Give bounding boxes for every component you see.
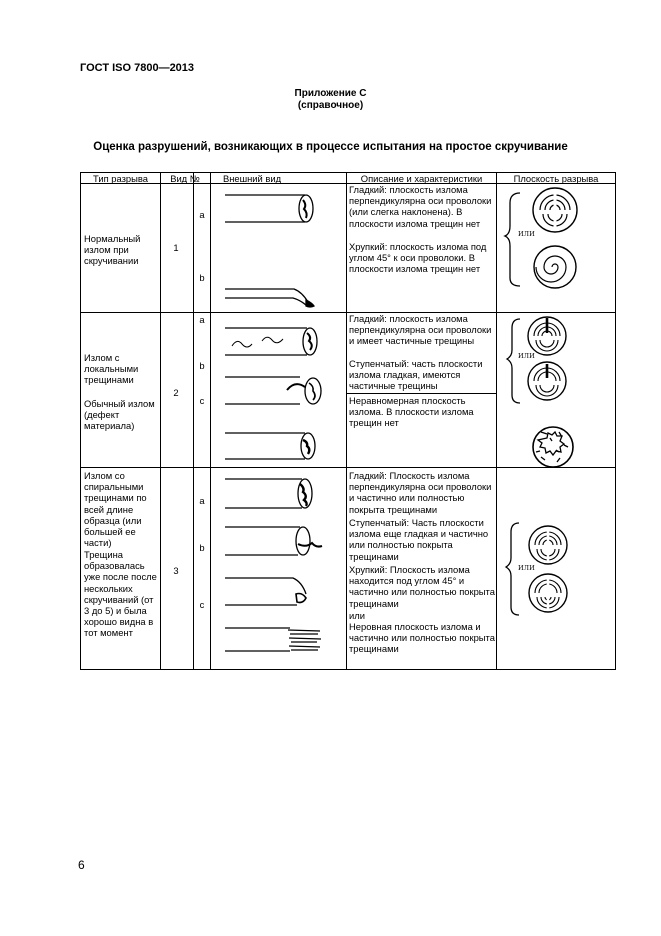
row1-number: 1 — [173, 242, 179, 253]
row3-label-b: b — [199, 542, 205, 553]
row1-label-a: a — [199, 209, 205, 220]
wire-drawing-2a — [225, 328, 317, 355]
wire-drawing-2b — [225, 377, 321, 404]
wire-drawing-3c-frayed — [225, 628, 321, 651]
row3-desc-smooth: Гладкий: Плоскость излома перпендикулярна оси проволоки и частично или полностью покрыта трещинами — [349, 470, 492, 515]
row3-desc-uneven: Неровная плоскость излома и частично или полностью покрыта трещинами — [349, 621, 495, 655]
row2-type: Излом с локальными трещинами — [84, 352, 139, 386]
row3-type: Излом со спиральными трещинами по всей длине образца (или большей ее части) — [84, 470, 147, 549]
fracture-plane-2c — [533, 427, 573, 467]
row3-number: 3 — [173, 565, 179, 576]
wire-drawing-3a — [225, 479, 312, 508]
row1-type: Нормальный излом при скручивании — [84, 233, 141, 267]
appendix-type: (справочное) — [297, 100, 364, 111]
row2-type-extra: Обычный излом (дефект материала) — [84, 398, 155, 432]
table-title: Оценка разрушений, возникающих в процессе испытания на простое скручивание — [93, 141, 568, 153]
col-header-number: Вид № — [170, 173, 200, 184]
wire-drawing-1b — [225, 289, 314, 307]
wire-drawing-3b — [225, 527, 322, 555]
row1-desc-smooth: Гладкий: плоскость излома перпендикулярна оси проволоки (или слегка наклонена). В плоскости излома трещин нет — [349, 184, 492, 229]
fracture-plane-3b — [529, 574, 567, 612]
fracture-plane-1a — [533, 188, 577, 232]
standard-code: ГОСТ ISO 7800—2013 — [80, 62, 195, 74]
row2-label-c: c — [199, 395, 205, 406]
row3-or-label: ИЛИ — [518, 564, 535, 572]
row3-desc-brittle: Хрупкий: Плоскость излома находится под углом 45° и частично или полностью покрыта трещинами — [349, 564, 495, 609]
row1-or-label: ИЛИ — [518, 230, 535, 238]
fracture-plane-2b — [528, 362, 566, 400]
col-header-description: Описание и характеристики — [360, 173, 483, 184]
fracture-plane-3a — [529, 526, 567, 564]
row3-type-extra: Трещина образовалась уже после после нескольких скручиваний (от 3 до 5) и была хорошо видна в тот момент — [84, 549, 157, 639]
wire-drawing-2c — [225, 433, 315, 459]
row2-label-a: a — [199, 314, 205, 325]
page-number: 6 — [78, 858, 85, 872]
col-header-type: Тип разрыва — [93, 173, 148, 184]
wire-drawing-3c — [225, 578, 306, 605]
appendix-title: Приложение С — [294, 88, 367, 99]
col-header-plane: Плоскость разрыва — [513, 173, 599, 184]
row3-desc-or: или — [349, 610, 365, 621]
row2-desc-smooth: Гладкий: плоскость излома перпендикулярна оси проволоки и имеет частичные трещины — [349, 313, 492, 347]
row1-desc-brittle: Хрупкий: плоскость излома под углом 45° к оси проволоки. В плоскости излома трещин нет — [349, 241, 487, 275]
row1-bracket — [505, 193, 520, 286]
row3-bracket — [506, 523, 519, 615]
row2-label-b: b — [199, 360, 205, 371]
fracture-plane-2a — [528, 317, 566, 355]
row2-desc-uneven: Неравномерная плоскость излома. В плоскости излома трещин нет — [349, 395, 474, 429]
col-header-appearance: Внешний вид — [222, 173, 282, 184]
wire-drawing-1a — [225, 195, 313, 222]
row2-number: 2 — [173, 387, 179, 398]
row3-desc-stepped: Ступенчатый: Часть плоскости излома еще гладкая и частично или полностью покрыта трещинами — [349, 517, 489, 562]
row3-label-c: c — [199, 599, 205, 610]
row2-bracket — [507, 319, 520, 403]
row1-label-b: b — [199, 272, 205, 283]
row3-label-a: a — [199, 495, 205, 506]
row2-or-label: ИЛИ — [518, 352, 535, 360]
row2-desc-stepped: Ступенчатый: часть плоскости излома гладкая, имеются частичные трещины — [349, 358, 483, 392]
fracture-plane-1b — [534, 246, 576, 288]
